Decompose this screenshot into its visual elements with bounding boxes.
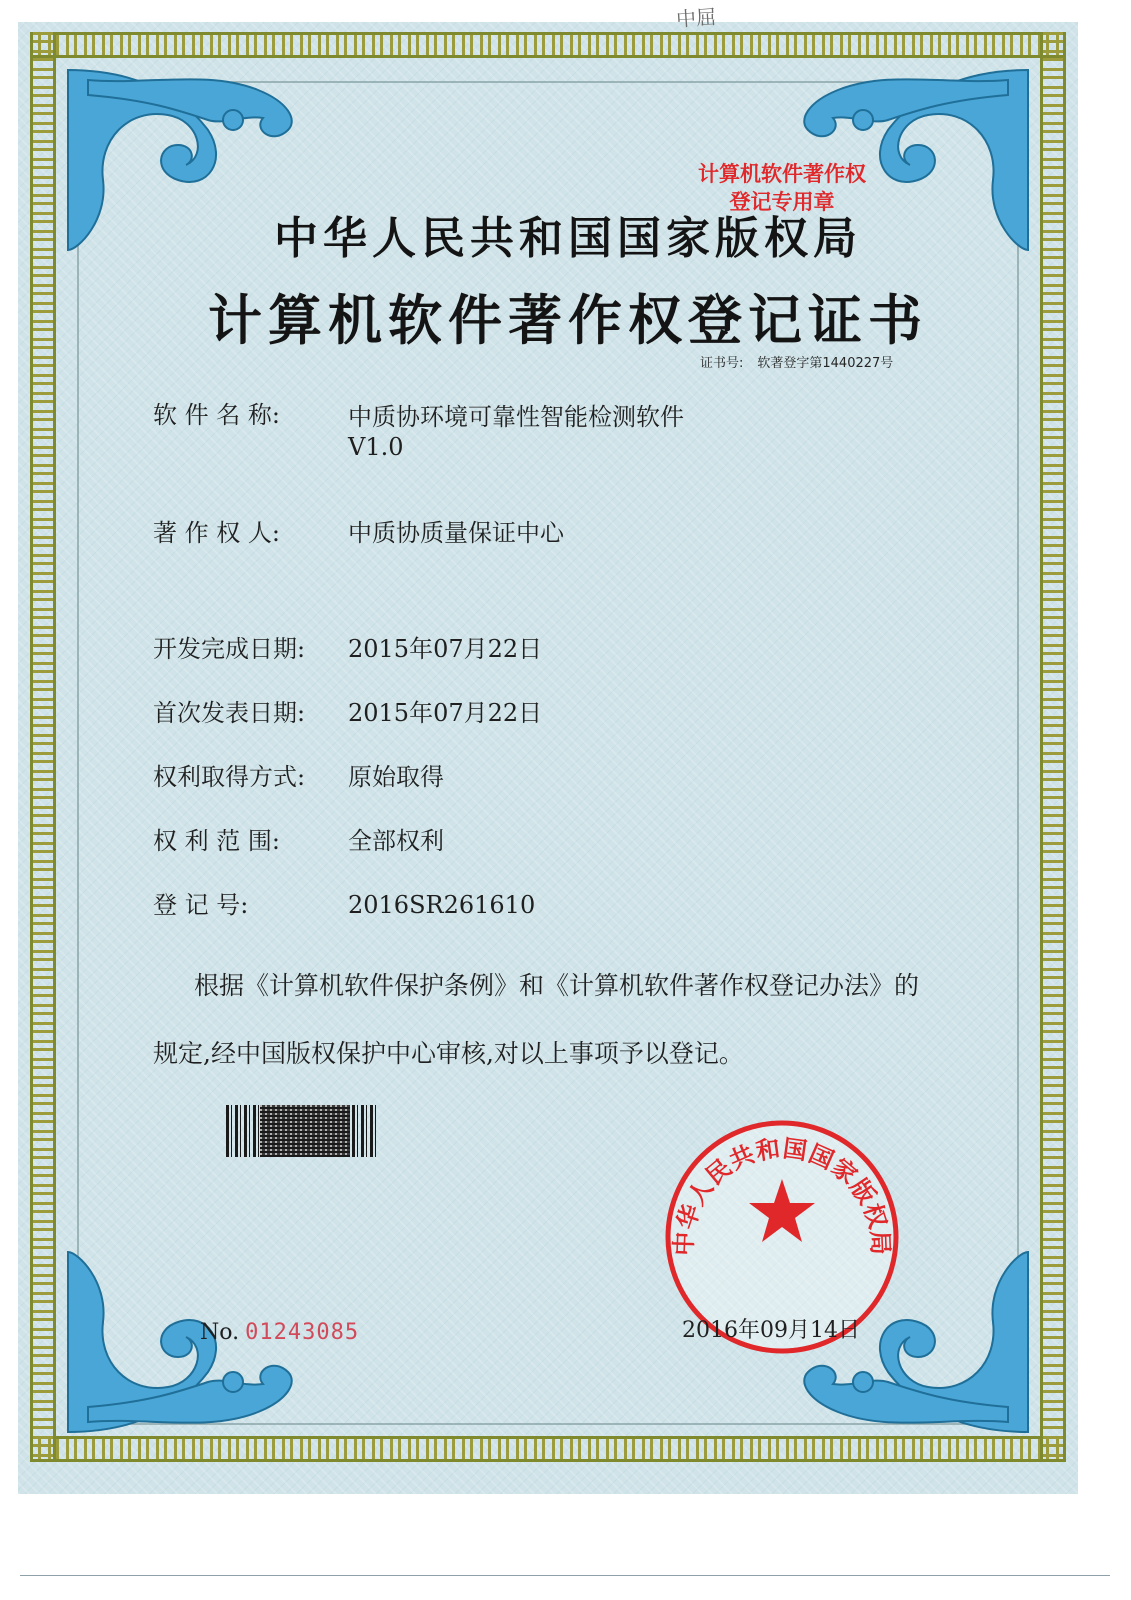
serial-number [200,1320,359,1345]
border-top-fret [30,32,1066,58]
seal-line-2: 登记专用章 [729,190,835,214]
handwritten-note: 中屈 [675,4,717,32]
certificate-title: 计算机软件著作权登记证书 [208,288,928,352]
field-value-software-name: 中质协环境可靠性智能检测软件 [348,403,684,431]
certificate-page [18,22,1078,1494]
seal-arc-text: 中华人民共和国国家版权局 [669,1134,895,1257]
field-label-acquisition-method: 权利取得方式: [153,763,306,791]
field-value-rights-scope: 全部权利 [348,827,444,855]
barcode-matrix [260,1105,350,1157]
field-value-registration-number: 2016SR261610 [348,891,536,919]
certificate-number-value: 软著登字第1440227号 [757,356,894,371]
serial-number-value: 01243085 [245,1320,360,1345]
seal-line-1: 计算机软件著作权 [698,162,866,186]
field-value-publication-date: 2015年07月22日 [348,699,543,727]
issue-date: 2016年09月14日 [682,1318,860,1343]
field-value-software-version: V1.0 [348,433,404,461]
field-label-software-name: 软 件 名 称: [153,401,280,429]
issuer-title: 中华人民共和国国家版权局 [274,213,862,264]
field-label-registration-number: 登 记 号: [153,891,249,919]
field-value-completion-date: 2015年07月22日 [348,635,543,663]
field-label-rights-scope: 权 利 范 围: [153,827,280,855]
field-value-acquisition-method: 原始取得 [348,763,444,791]
statement-line-1: 根据《计算机软件保护条例》和《计算机软件著作权登记办法》的 [194,971,920,1000]
field-label-publication-date: 首次发表日期: [153,699,306,727]
field-label-copyright-owner: 著 作 权 人: [153,519,280,547]
field-label-completion-date: 开发完成日期: [153,635,306,663]
serial-number-label: No. [200,1320,240,1345]
field-value-copyright-owner: 中质协质量保证中心 [348,519,564,547]
certificate-number-label: 证书号: [700,356,744,371]
scan-edge-line [20,1575,1110,1576]
statement-line-2: 规定,经中国版权保护中心审核,对以上事项予以登记。 [153,1039,744,1068]
certificate-number [700,352,893,371]
